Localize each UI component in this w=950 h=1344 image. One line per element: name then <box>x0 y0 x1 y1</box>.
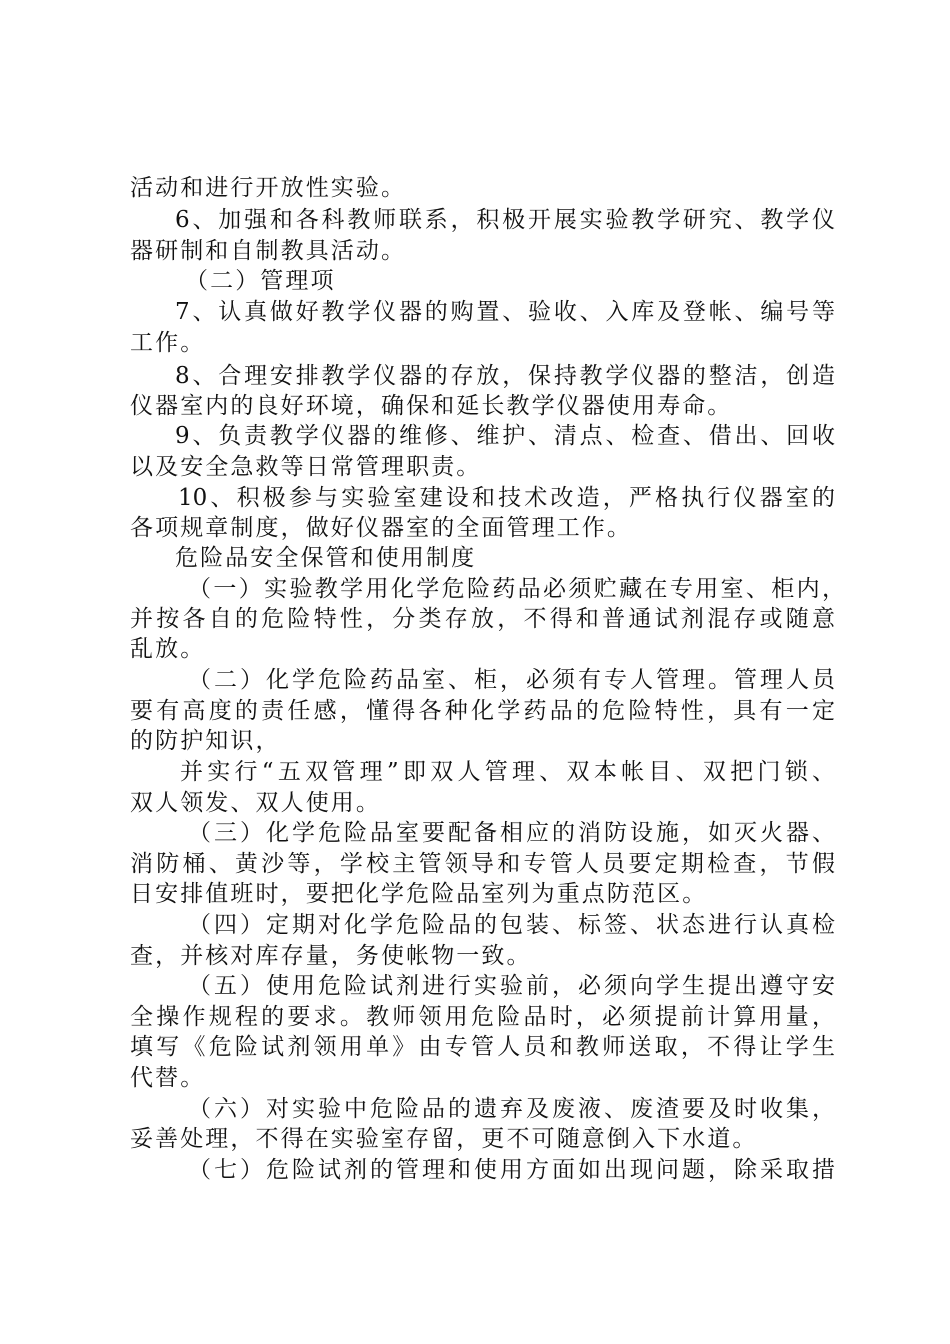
text-line: 要有高度的责任感，懂得各种化学药品的危险特性，具有一定 <box>130 698 835 724</box>
text-line: 7、认真做好教学仪器的购置、验收、入库及登帐、编号等 <box>175 299 835 325</box>
text-line: （七）危险试剂的管理和使用方面如出现问题，除采取措 <box>188 1157 835 1183</box>
text-line: （五）使用危险试剂进行实验前，必须向学生提出遵守安 <box>188 973 835 999</box>
text-line: 乱放。 <box>130 636 206 662</box>
text-line: 仪器室内的良好环境，确保和延长教学仪器使用寿命。 <box>130 393 733 419</box>
text-line: （一）实验教学用化学危险药品必须贮藏在专用室、柜内， <box>188 576 845 602</box>
text-line: 10、积极参与实验室建设和技术改造，严格执行仪器室的 <box>178 485 835 511</box>
text-line: 消防桶、黄沙等，学校主管领导和专管人员要定期检查，节假 <box>130 851 835 877</box>
text-line: （三）化学危险品室要配备相应的消防设施，如灭火器、 <box>188 820 835 846</box>
text-line: 代替。 <box>130 1065 206 1091</box>
text-line: 活动和进行开放性实验。 <box>130 175 407 201</box>
text-line: 并按各自的危险特性，分类存放，不得和普通试剂混存或随意 <box>130 606 835 632</box>
text-line: 双人领发、双人使用。 <box>130 790 381 816</box>
text-line: 填写《危险试剂领用单》由专管人员和教师送取，不得让学生 <box>130 1034 835 1060</box>
text-line: 的防护知识， <box>130 728 281 754</box>
section-heading: （二）管理项 <box>185 268 336 294</box>
text-line: 器研制和自制教具活动。 <box>130 238 407 264</box>
section-heading: 危险品安全保管和使用制度 <box>175 545 477 571</box>
text-line: 以及安全急救等日常管理职责。 <box>130 454 482 480</box>
text-line: 各项规章制度，做好仪器室的全面管理工作。 <box>130 515 632 541</box>
text-line: （六）对实验中危险品的遗弃及废液、废渣要及时收集， <box>188 1096 835 1122</box>
text-line: 全操作规程的要求。教师领用危险品时，必须提前计算用量， <box>130 1004 835 1030</box>
text-line: 8、合理安排教学仪器的存放，保持教学仪器的整洁，创造 <box>175 363 835 389</box>
text-line: （四）定期对化学危险品的包装、标签、状态进行认真检 <box>188 912 835 938</box>
text-line: 6、加强和各科教师联系，积极开展实验教学研究、教学仪 <box>175 207 835 233</box>
text-line: 查，并核对库存量，务使帐物一致。 <box>130 943 532 969</box>
text-line: 妥善处理，不得在实验室存留，更不可随意倒入下水道。 <box>130 1126 758 1152</box>
text-line: 并实行“五双管理”即双人管理、双本帐目、双把门锁、 <box>180 759 835 785</box>
text-line: 工作。 <box>130 330 206 356</box>
text-line: 9、负责教学仪器的维修、维护、清点、检查、借出、回收 <box>175 423 835 449</box>
text-line: （二）化学危险药品室、柜，必须有专人管理。管理人员 <box>188 667 835 693</box>
text-line: 日安排值班时，要把化学危险品室列为重点防范区。 <box>130 881 708 907</box>
